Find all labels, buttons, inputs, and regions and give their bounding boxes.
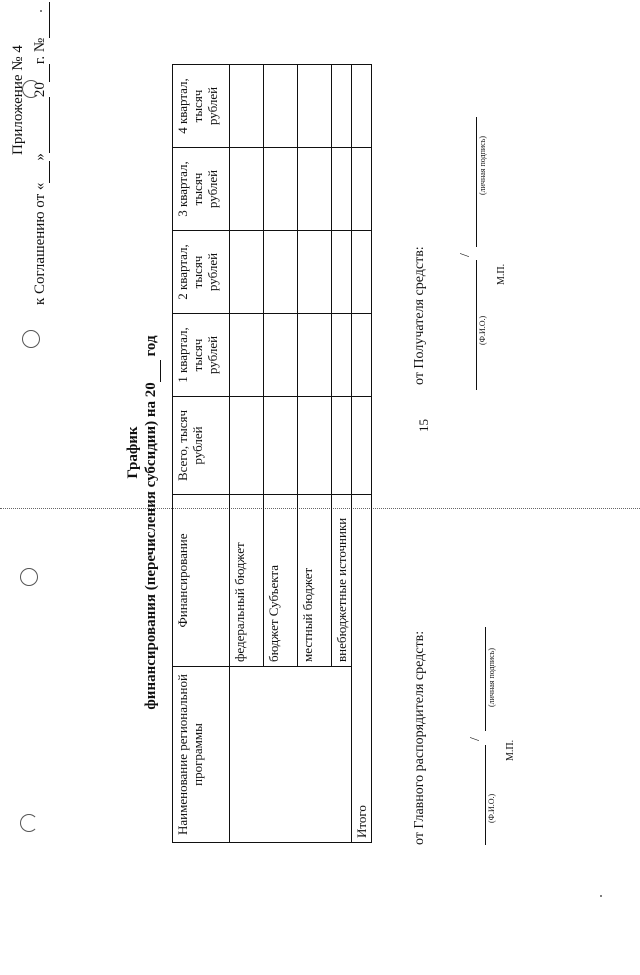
table-header-row	[173, 65, 230, 843]
recipient-stamp: М.П.	[496, 263, 507, 285]
source-federal: федеральный бюджет	[230, 495, 264, 667]
source-local: местный бюджет	[298, 495, 332, 667]
recipient-signature-title: от Получателя средств:	[412, 246, 427, 385]
recipient-signature-caption: (личная подпись)	[478, 135, 487, 195]
total-label: Итого	[352, 495, 372, 843]
agreement-year: 20	[32, 82, 48, 98]
table-row	[230, 65, 264, 843]
financing-schedule-table	[172, 64, 372, 843]
grantor-signature-line	[485, 627, 486, 731]
document-title: График	[125, 426, 141, 479]
header-financing: Финансирование	[173, 495, 230, 667]
header-program: Наименование региональной программы	[173, 667, 230, 843]
table-total-row	[352, 65, 372, 843]
header-q2: 2 квартал, тысяч рублей	[173, 231, 230, 314]
source-extrabudgetary: внебюджетные источники	[332, 495, 352, 667]
recipient-fio-line	[476, 260, 477, 390]
agreement-reference	[32, 2, 50, 305]
page-number: 15	[416, 419, 431, 432]
header-total: Всего, тысяч рублей	[173, 397, 230, 495]
grantor-fio-line	[485, 745, 486, 845]
grantor-fio-caption: (Ф.И.О.)	[487, 793, 496, 823]
grantor-signature-caption: (личная подпись)	[487, 647, 496, 707]
recipient-separator: /	[458, 253, 473, 257]
header-q1: 1 квартал, тысяч рублей	[173, 314, 230, 397]
grantor-separator: /	[468, 737, 483, 741]
source-regional: бюджет Субъекта	[264, 495, 298, 667]
recipient-signature-line	[476, 117, 477, 247]
recipient-fio-caption: (Ф.И.О.)	[478, 315, 487, 345]
document-subtitle: финансирования (перечисления субсидии) на 20 год	[143, 335, 159, 710]
agreement-mid: »	[32, 153, 48, 161]
header-q4: 4 квартал, тысяч рублей	[173, 65, 230, 148]
appendix-title: Приложение № 4	[10, 45, 26, 155]
grantor-stamp: М.П.	[505, 739, 516, 761]
grantor-signature-title: от Главного распорядителя средств:	[412, 630, 427, 845]
agreement-prefix: к Соглашению от «	[32, 182, 48, 305]
program-name-cell	[230, 667, 352, 843]
agreement-suffix: г. №	[32, 37, 48, 65]
header-q3: 3 квартал, тысяч рублей	[173, 148, 230, 231]
